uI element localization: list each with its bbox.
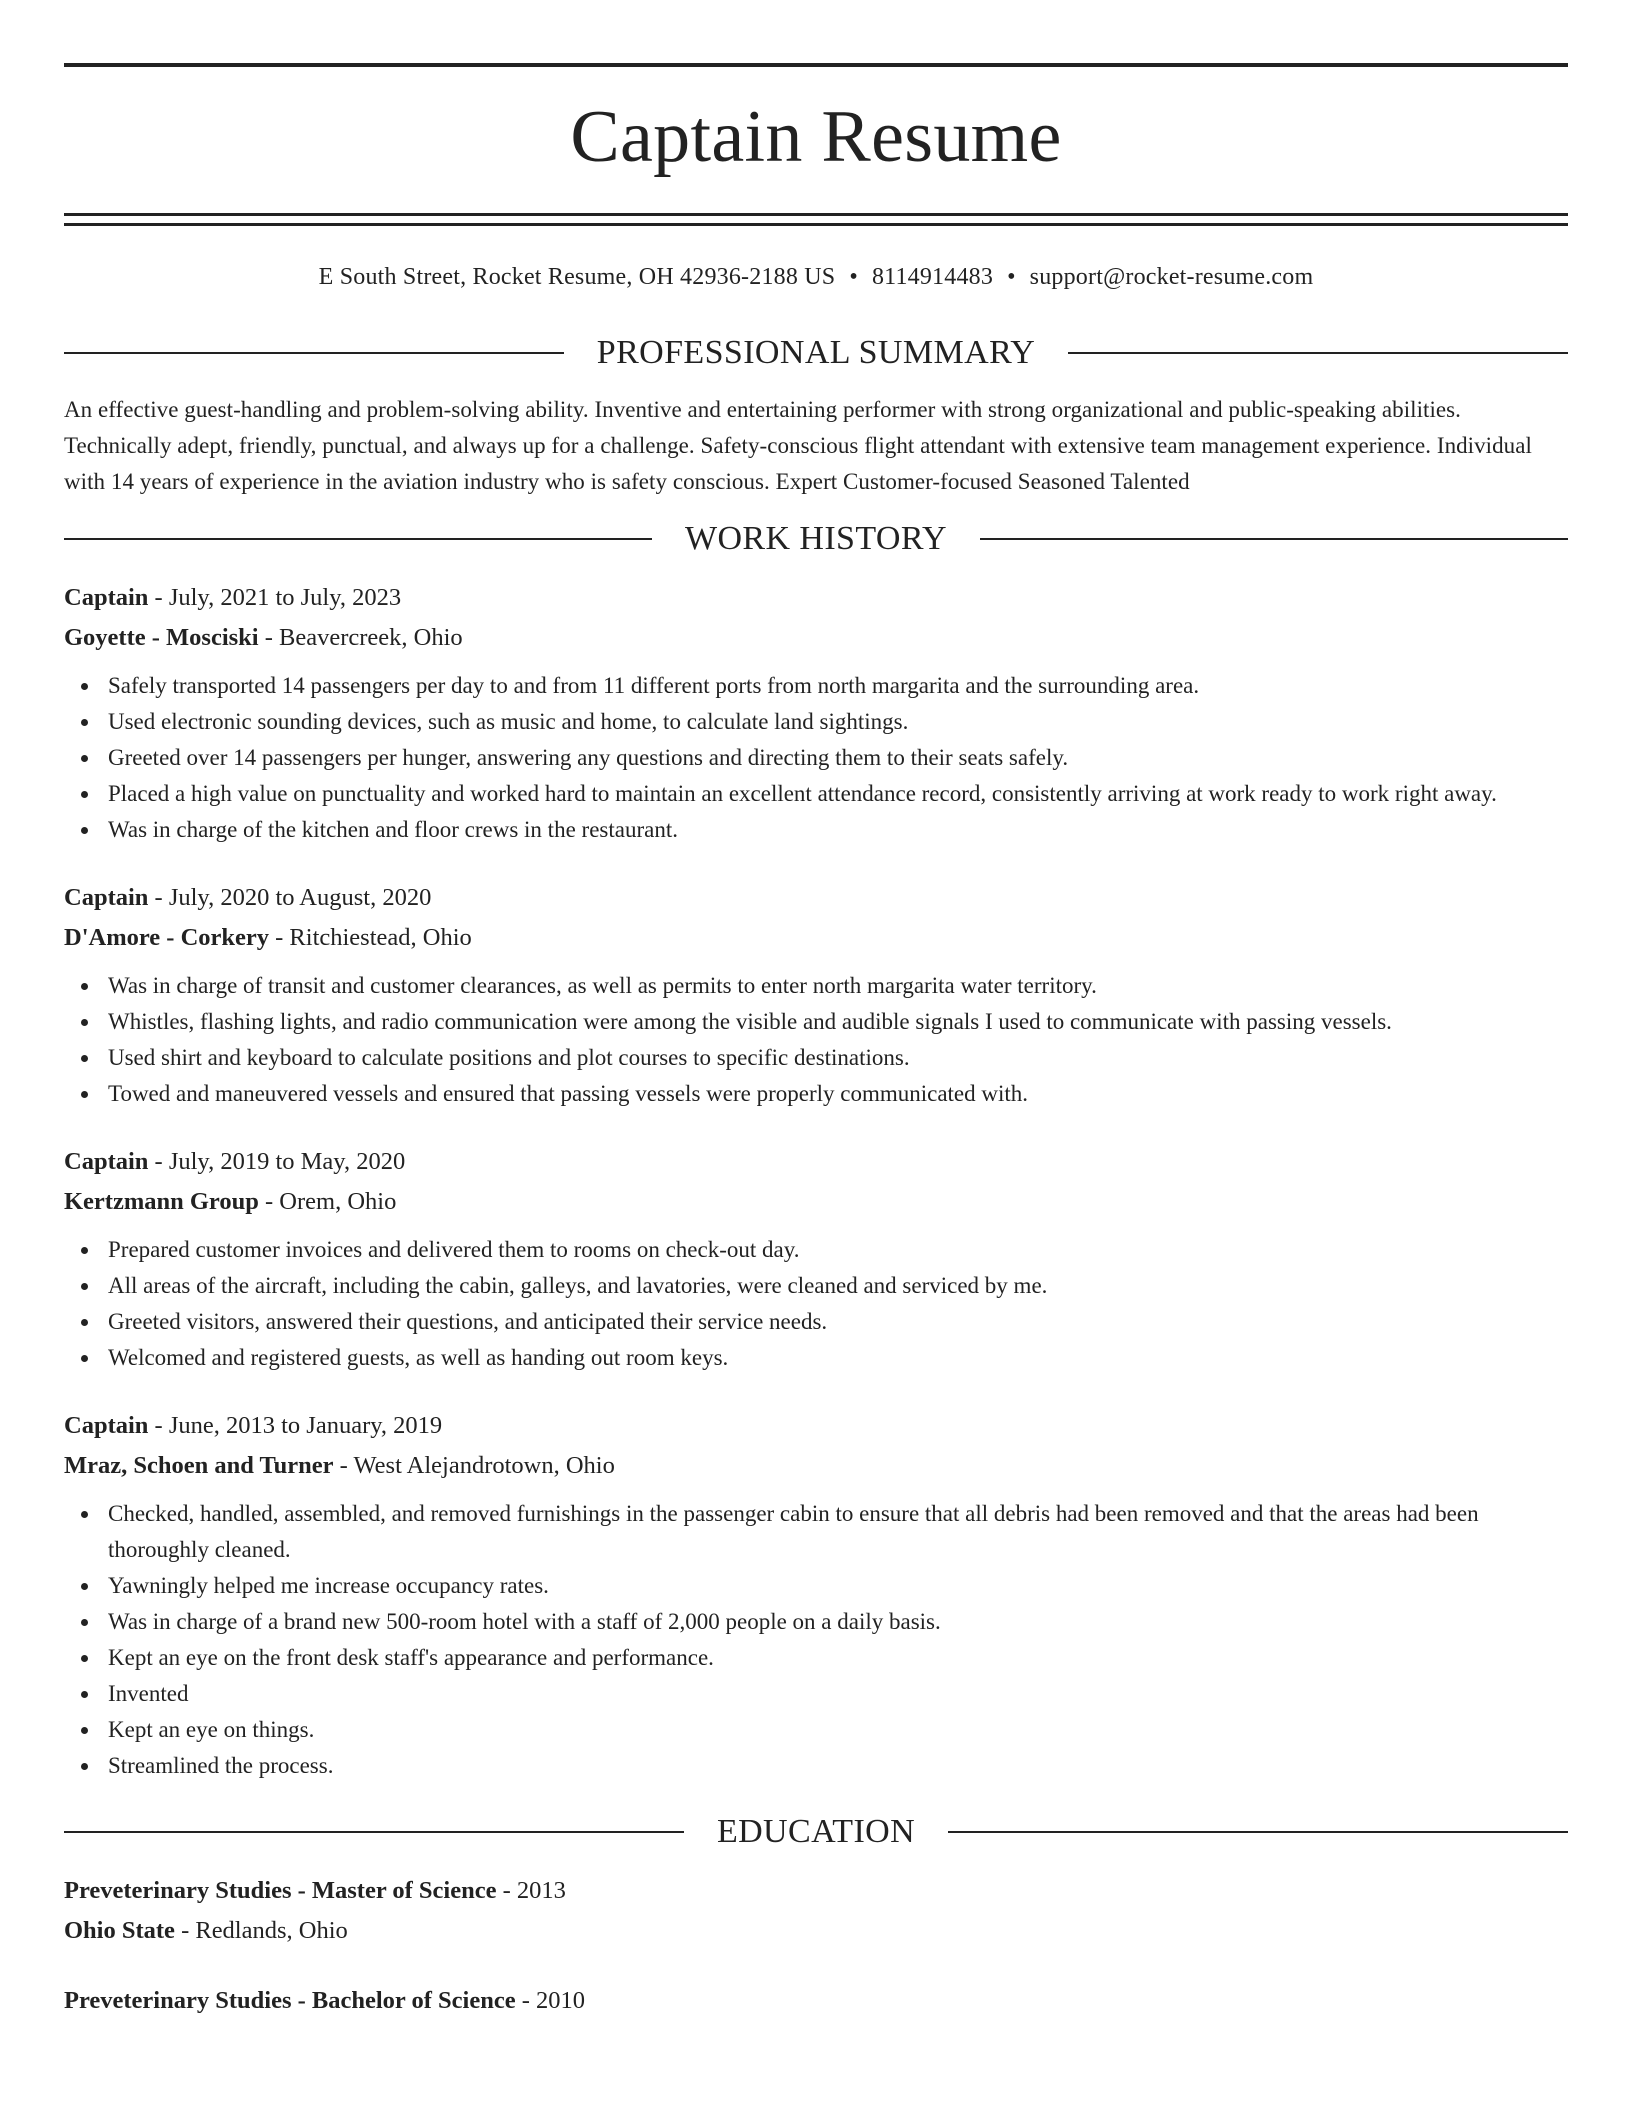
job-bullet: Towed and maneuvered vessels and ensured that passing vessels were properly communicated with. (64, 1076, 1568, 1112)
job-company-line (64, 918, 1568, 958)
job-bullet: All areas of the aircraft, including the cabin, galleys, and lavatories, were cleaned and serviced by me. (64, 1268, 1568, 1304)
job-dates: - July, 2021 to July, 2023 (148, 584, 402, 611)
heading-line-left (64, 538, 652, 540)
job-dates: - July, 2020 to August, 2020 (148, 884, 432, 911)
job-bullet: Was in charge of a brand new 500-room hotel with a staff of 2,000 people on a daily basis. (64, 1604, 1568, 1640)
job-title-line (64, 1406, 1568, 1446)
job-bullet-list (64, 668, 1568, 848)
job-bullet: Yawningly helped me increase occupancy rates. (64, 1568, 1568, 1604)
education-degree-line (64, 1981, 1568, 2021)
job-location: - Beavercreek, Ohio (258, 624, 463, 651)
job-entry (64, 878, 1568, 1112)
job-bullet: Safely transported 14 passengers per day to and from 11 different ports from north margarita and the surrounding area. (64, 668, 1568, 704)
education-year: - 2010 (515, 1987, 585, 2014)
job-title: Captain (64, 584, 149, 611)
heading-line-right (980, 538, 1568, 540)
job-dates: - June, 2013 to January, 2019 (148, 1412, 443, 1439)
education-entry (64, 1981, 1568, 2021)
contact-phone: 8114914483 (871, 264, 994, 290)
job-bullet: Kept an eye on the front desk staff's appearance and performance. (64, 1640, 1568, 1676)
contact-separator: • (1007, 264, 1016, 290)
education-title: EDUCATION (716, 1813, 916, 1850)
name-double-rule (64, 213, 1568, 226)
education-school: Ohio State (64, 1917, 175, 1944)
job-bullet: Streamlined the process. (64, 1748, 1568, 1784)
job-location: - Ritchiestead, Ohio (269, 924, 472, 951)
job-bullet: Was in charge of the kitchen and floor crews in the restaurant. (64, 812, 1568, 848)
heading-line-right (1068, 352, 1568, 354)
contact-address: E South Street, Rocket Resume, OH 42936-2188 US (318, 264, 836, 290)
job-company: Kertzmann Group (64, 1188, 259, 1215)
contact-line (64, 262, 1568, 292)
job-title-line (64, 1142, 1568, 1182)
education-list (64, 1871, 1568, 2021)
resume-page (64, 0, 1568, 2021)
job-bullet-list (64, 1496, 1568, 1784)
job-bullet: Used electronic sounding devices, such as music and home, to calculate land sightings. (64, 704, 1568, 740)
rule-upper (64, 213, 1568, 216)
job-title-line (64, 878, 1568, 918)
education-degree: Preveterinary Studies - Master of Science (64, 1877, 497, 1904)
job-bullet: Welcomed and registered guests, as well as handing out room keys. (64, 1340, 1568, 1376)
job-entry (64, 1406, 1568, 1784)
summary-text: An effective guest-handling and problem-solving ability. Inventive and entertaining performer with strong organizational and public-speaking abilities. Technically adept, friendly, punctual, and always up for a challenge. Safety-conscious flight attendant with extensive team management experience. Individual with 14 years of experience in the aviation industry who is safety conscious. Expert Customer-focused Seasoned Talented (64, 397, 1532, 494)
job-company-line (64, 618, 1568, 658)
work-history-title: WORK HISTORY (684, 520, 948, 557)
education-degree-line (64, 1871, 1568, 1911)
heading-line-left (64, 1831, 684, 1833)
job-title: Captain (64, 1412, 149, 1439)
job-location: - Orem, Ohio (258, 1188, 397, 1215)
job-entry (64, 578, 1568, 848)
contact-email: support@rocket-resume.com (1029, 264, 1314, 290)
job-location: - West Alejandrotown, Ohio (333, 1452, 615, 1479)
heading-line-right (948, 1831, 1568, 1833)
job-bullet: Checked, handled, assembled, and removed furnishings in the passenger cabin to ensure that all debris had been removed and that the areas had been thoroughly cleaned. (64, 1496, 1568, 1568)
education-degree: Preveterinary Studies - Bachelor of Science (64, 1987, 516, 2014)
work-history-list (64, 578, 1568, 1784)
job-title: Captain (64, 884, 149, 911)
job-bullet-list (64, 1232, 1568, 1376)
resume-name: Captain Resume (570, 96, 1062, 178)
job-dates: - July, 2019 to May, 2020 (148, 1148, 406, 1175)
job-bullet: Greeted over 14 passengers per hunger, answering any questions and directing them to their seats safely. (64, 740, 1568, 776)
job-bullet: Was in charge of transit and customer clearances, as well as permits to enter north margarita water territory. (64, 968, 1568, 1004)
job-bullet: Invented (64, 1676, 1568, 1712)
contact-separator: • (849, 264, 858, 290)
summary-title: PROFESSIONAL SUMMARY (596, 334, 1036, 371)
job-bullet: Whistles, flashing lights, and radio communication were among the visible and audible signals I used to communicate with passing vessels. (64, 1004, 1568, 1040)
job-title-line (64, 578, 1568, 618)
job-entry (64, 1142, 1568, 1376)
job-company-line (64, 1446, 1568, 1486)
job-bullet: Greeted visitors, answered their questions, and anticipated their service needs. (64, 1304, 1568, 1340)
job-bullet: Placed a high value on punctuality and worked hard to maintain an excellent attendance record, consistently arriving at work ready to work right away. (64, 776, 1568, 812)
job-company-line (64, 1182, 1568, 1222)
job-bullet: Used shirt and keyboard to calculate positions and plot courses to specific destinations. (64, 1040, 1568, 1076)
summary-heading (64, 333, 1568, 373)
job-bullet-list (64, 968, 1568, 1112)
work-history-heading (64, 519, 1568, 559)
education-year: - 2013 (496, 1877, 566, 1904)
education-entry (64, 1871, 1568, 1951)
education-location: - Redlands, Ohio (174, 1917, 348, 1944)
education-school-line (64, 1911, 1568, 1951)
job-bullet: Kept an eye on things. (64, 1712, 1568, 1748)
job-company: D'Amore - Corkery (64, 924, 270, 951)
job-bullet: Prepared customer invoices and delivered them to rooms on check-out day. (64, 1232, 1568, 1268)
job-company: Goyette - Mosciski (64, 624, 259, 651)
job-title: Captain (64, 1148, 149, 1175)
education-heading (64, 1812, 1568, 1852)
heading-line-left (64, 352, 564, 354)
job-company: Mraz, Schoen and Turner (64, 1452, 334, 1479)
rule-lower (64, 223, 1568, 226)
